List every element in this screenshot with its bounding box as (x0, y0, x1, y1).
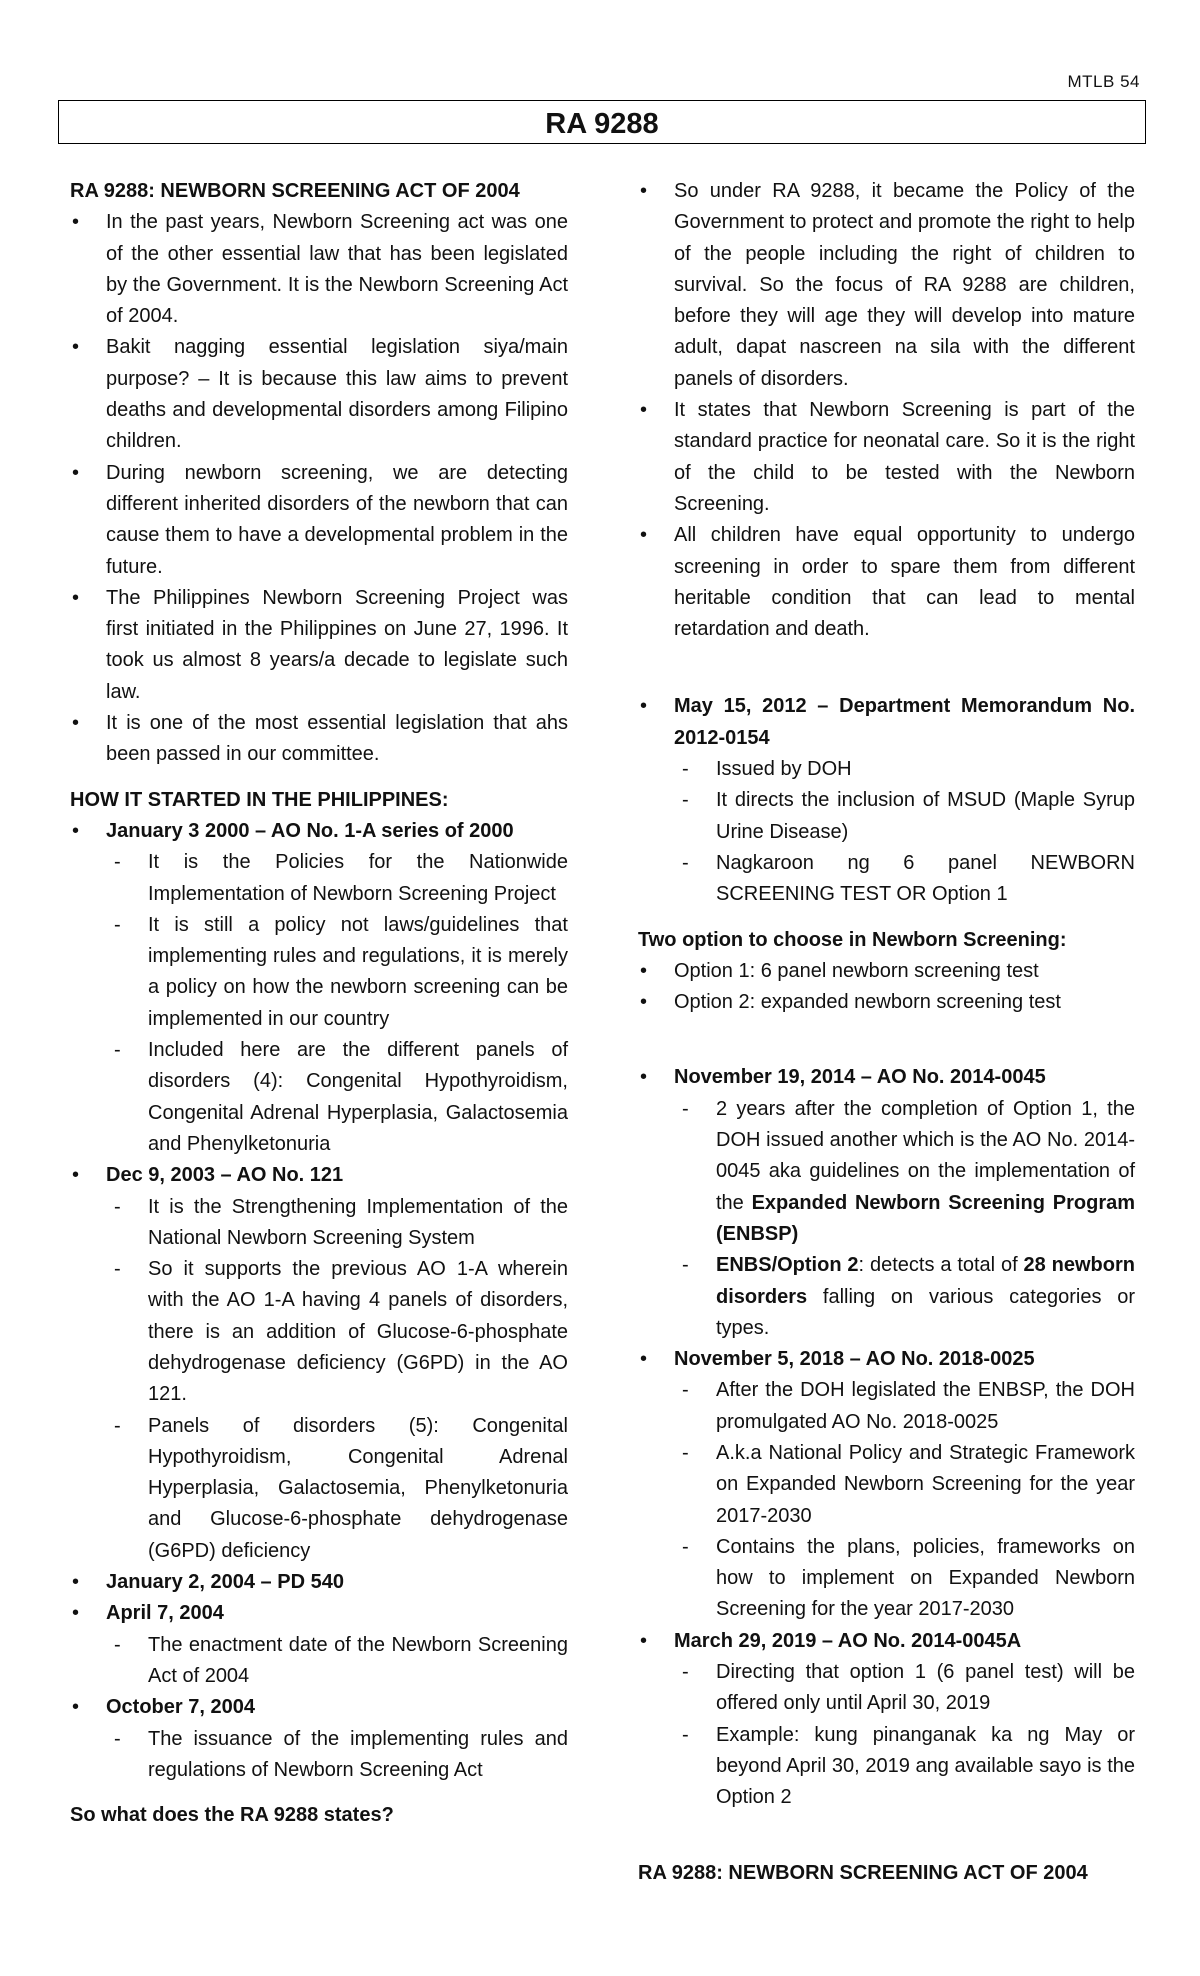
list-item: • Option 2: expanded newborn screening test (638, 987, 1135, 1018)
timeline-heading: November 19, 2014 – AO No. 2014-0045 (674, 1066, 1046, 1089)
policy-list (638, 176, 1135, 645)
timeline-item (638, 1344, 1135, 1626)
sub-item-text: falling on various categories or types. (716, 1285, 1135, 1339)
list-item: • Option 1: 6 panel newborn screening test (638, 956, 1135, 987)
sub-item: - So it supports the previous AO 1-A wherein with the AO 1-A having 4 panels of disorders, there is an addition of Glucose-6-phosphate dehydrogenase deficiency (G6PD) in the AO 121. (106, 1254, 568, 1410)
memo-list (638, 691, 1135, 910)
sub-item: - Issued by DOH (674, 754, 1135, 785)
timeline-heading: October 7, 2004 (106, 1696, 255, 1719)
timeline-heading: April 7, 2004 (106, 1602, 224, 1625)
sub-item: - Directing that option 1 (6 panel test) will be offered only until April 30, 2019 (674, 1657, 1135, 1720)
list-item: • In the past years, Newborn Screening act was one of the other essential law that has been legislated by the Government. It is the Newborn Screening Act of 2004. (70, 207, 568, 332)
sub-item: - The enactment date of the Newborn Screening Act of 2004 (106, 1630, 568, 1693)
sub-item-bold: 28 newborn disorders (716, 1254, 1135, 1308)
sub-item: - A.k.a National Policy and Strategic Framework on Expanded Newborn Screening for the year 2017-2030 (674, 1438, 1135, 1532)
timeline-item (638, 1626, 1135, 1814)
timeline-item (70, 1598, 568, 1692)
sub-item: - It is the Strengthening Implementation of the National Newborn Screening System (106, 1192, 568, 1255)
list-item: • The Philippines Newborn Screening Project was first initiated in the Philippines on June 27, 1996. It took us almost 8 years/a decade to legislate such law. (70, 583, 568, 708)
timeline-item (70, 816, 568, 1160)
section-title: RA 9288: NEWBORN SCREENING ACT OF 2004 (70, 180, 520, 202)
sub-item-bold: ENBS/Option 2 (716, 1254, 859, 1277)
sub-item-text: : detects a total of (858, 1254, 1024, 1277)
sub-item: - Panels of disorders (5): Congenital Hypothyroidism, Congenital Adrenal Hyperplasia, Galactosemia, Phenylketonuria and Glucose-6-phosphate dehydrogenase (G6PD) deficiency (106, 1411, 568, 1567)
left-column (70, 176, 568, 1831)
sub-item: - It is still a policy not laws/guidelines that implementing rules and regulations, it is merely a policy on how the newborn screening can be implemented in our country (106, 910, 568, 1035)
section-title: HOW IT STARTED IN THE PHILIPPINES: (70, 788, 449, 811)
sub-item (674, 1250, 1135, 1344)
timeline-heading: March 29, 2019 – AO No. 2014-0045A (674, 1629, 1022, 1652)
list-item: • During newborn screening, we are detecting different inherited disorders of the newborn that can cause them to have a developmental problem in the future. (70, 458, 568, 583)
timeline-item (70, 1567, 568, 1598)
sub-item-text: 2 years after the completion of Option 1, the DOH issued another which is the AO No. 2014-0045 aka guidelines on the implementation of the (716, 1097, 1135, 1214)
timeline-heading: May 15, 2012 – Department Memorandum No. 2012-0154 (674, 695, 1135, 749)
list-item: • It states that Newborn Screening is part of the standard practice for neonatal care. So it is the right of the child to be tested with the Newborn Screening. (638, 395, 1135, 520)
sub-item: - Included here are the different panels of disorders (4): Congenital Hypothyroidism, Congenital Adrenal Hyperplasia, Galactosemia and Phenylketonuria (106, 1035, 568, 1160)
sub-item: - Nagkaroon ng 6 panel NEWBORN SCREENING TEST OR Option 1 (674, 848, 1135, 911)
page-label: MTLB 54 (1067, 72, 1140, 91)
footer-title: RA 9288: NEWBORN SCREENING ACT OF 2004 (638, 1861, 1088, 1884)
timeline-list (70, 816, 568, 1786)
sub-item: - After the DOH legislated the ENBSP, the DOH promulgated AO No. 2018-0025 (674, 1375, 1135, 1438)
later-timeline (638, 1062, 1135, 1813)
timeline-item (638, 691, 1135, 910)
list-item: • Bakit nagging essential legislation siya/main purpose? – It is because this law aims to prevent deaths and developmental disorders among Filipino children. (70, 332, 568, 457)
sub-item: - Example: kung pinanganak ka ng May or beyond April 30, 2019 ang available sayo is the Option 2 (674, 1720, 1135, 1814)
page-title: RA 9288 (545, 108, 659, 140)
title-box (58, 100, 1146, 144)
options-list (638, 956, 1135, 1019)
list-item: • It is one of the most essential legislation that ahs been passed in our committee. (70, 708, 568, 771)
sub-item (674, 1094, 1135, 1250)
timeline-heading: November 5, 2018 – AO No. 2018-0025 (674, 1348, 1035, 1371)
list-item: • So under RA 9288, it became the Policy of the Government to protect and promote the right to help of the people including the right of children to survival. So the focus of RA 9288 are children, before they will age they will develop into mature adult, dapat nascreen na sila with the different panels of disorders. (638, 176, 1135, 395)
sub-item: - Contains the plans, policies, frameworks on how to implement on Expanded Newborn Screening for the year 2017-2030 (674, 1532, 1135, 1626)
list-item: • All children have equal opportunity to undergo screening in order to spare them from different heritable condition that can lead to mental retardation and death. (638, 520, 1135, 645)
intro-list (70, 207, 568, 770)
timeline-heading: January 3 2000 – AO No. 1-A series of 2000 (106, 819, 514, 842)
timeline-item (70, 1160, 568, 1567)
timeline-item (70, 1692, 568, 1786)
timeline-heading: January 2, 2004 – PD 540 (106, 1571, 344, 1594)
sub-item-bold: Expanded Newborn Screening Program (ENBSP) (716, 1191, 1136, 1245)
right-column (638, 176, 1135, 1889)
timeline-heading: Dec 9, 2003 – AO No. 121 (106, 1164, 344, 1187)
options-title: Two option to choose in Newborn Screening: (638, 928, 1067, 951)
sub-item: - It directs the inclusion of MSUD (Maple Syrup Urine Disease) (674, 785, 1135, 848)
sub-item: - It is the Policies for the Nationwide Implementation of Newborn Screening Project (106, 847, 568, 910)
timeline-item (638, 1062, 1135, 1344)
footer-question: So what does the RA 9288 states? (70, 1804, 394, 1827)
sub-item: - The issuance of the implementing rules and regulations of Newborn Screening Act (106, 1724, 568, 1787)
